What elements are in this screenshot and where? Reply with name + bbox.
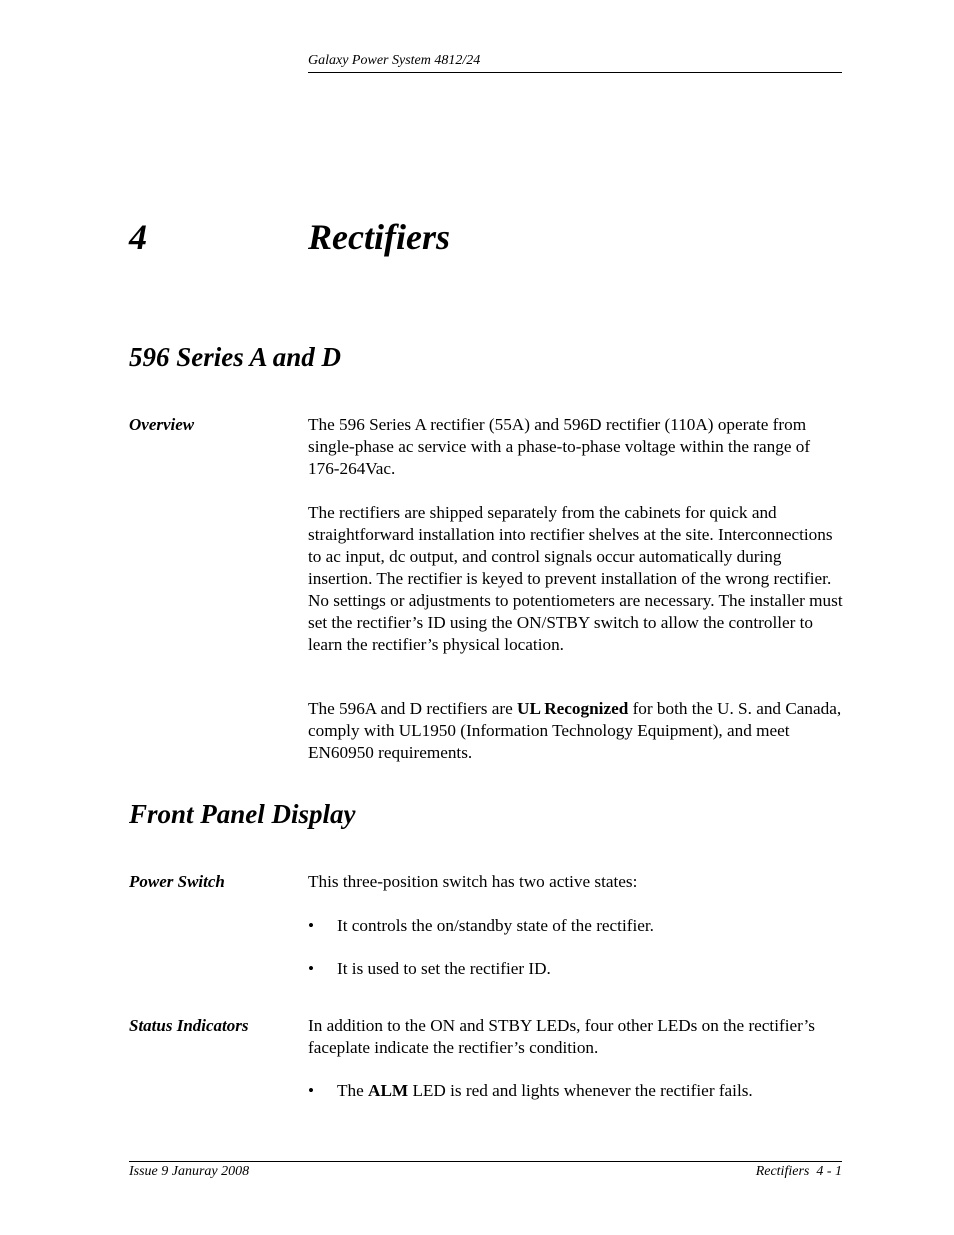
- chapter-number: 4: [129, 217, 147, 257]
- overview-paragraph-2: The rectifiers are shipped separately from the cabinets for quick and straightforward installation into rectifier shelves at the site. Interconnections to ac input, dc output, and control signals occur automatically during insertion. The rectifier is keyed to prevent installation of the wrong rectifier. No settings or adjustments to potentiometers are necessary. The installer must set the rectifier’s ID using the ON/STBY switch to allow the controller to learn the rectifier’s physical location.: [308, 503, 843, 654]
- side-head-status-indicators: Status Indicators: [129, 1016, 249, 1035]
- section-heading-front-panel: Front Panel Display: [129, 799, 356, 829]
- status-indicators-bullet-alm: [308, 1080, 844, 1102]
- power-switch-bullet-1: [308, 915, 844, 937]
- footer-page-number: Rectifiers 4 - 1: [755, 1164, 842, 1179]
- power-switch-bullet-2: [308, 958, 844, 980]
- bullet-glyph: •: [308, 959, 315, 978]
- bullet-text: It is used to set the rectifier ID.: [337, 959, 551, 978]
- chapter-title: Rectifiers: [308, 217, 450, 257]
- header-rule: [308, 72, 842, 73]
- running-header-title: Galaxy Power System 4812/24: [308, 53, 481, 68]
- bullet-glyph: •: [308, 1081, 315, 1100]
- side-head-power-switch: Power Switch: [129, 872, 225, 891]
- ul-recognized-emphasis: UL Recognized: [517, 699, 629, 718]
- overview-paragraph-3-text-a: The 596A and D rectifiers are: [308, 699, 518, 718]
- side-head-overview: Overview: [129, 415, 195, 434]
- bullet-glyph: •: [308, 916, 315, 935]
- overview-paragraph-3-text-b: for both the U. S. and Canada, comply with UL1950 (Information Technology Equipment), and meet EN60950 requirements.: [308, 699, 842, 762]
- section-heading-596-series: 596 Series A and D: [129, 342, 342, 372]
- bullet-text-a: The: [337, 1081, 369, 1100]
- bullet-text-b: LED is red and lights whenever the rectifier fails.: [408, 1081, 753, 1100]
- overview-paragraph-3: [308, 698, 844, 764]
- power-switch-intro: This three-position switch has two active states:: [308, 872, 638, 891]
- bullet-text: It controls the on/standby state of the rectifier.: [337, 916, 654, 935]
- footer-issue-date: Issue 9 Januray 2008: [129, 1164, 250, 1179]
- overview-paragraph-1: The 596 Series A rectifier (55A) and 596D rectifier (110A) operate from single-phase ac service with a phase-to-phase voltage within the range of 176-264Vac.: [308, 415, 811, 478]
- status-indicators-intro: In addition to the ON and STBY LEDs, four other LEDs on the rectifier’s faceplate indicate the rectifier’s condition.: [308, 1016, 815, 1057]
- footer-rule: [129, 1161, 842, 1162]
- alm-emphasis: ALM: [368, 1081, 409, 1100]
